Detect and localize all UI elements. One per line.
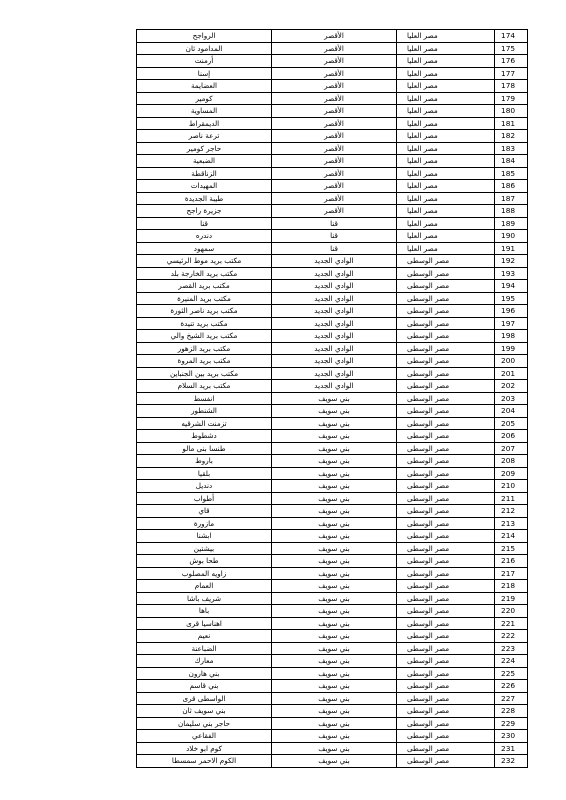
center-cell: بني سويف xyxy=(272,667,397,680)
row-number-cell: 191 xyxy=(495,242,528,255)
row-number-cell: 217 xyxy=(495,567,528,580)
region-cell: مصر الوسطى xyxy=(397,417,495,430)
table-row xyxy=(137,480,528,493)
row-number-cell: 204 xyxy=(495,405,528,418)
center-cell: بني سويف xyxy=(272,642,397,655)
region-cell: مصر الوسطى xyxy=(397,255,495,268)
table-row xyxy=(137,742,528,755)
region-cell: مصر الوسطى xyxy=(397,442,495,455)
region-cell: مصر الوسطى xyxy=(397,455,495,468)
region-cell: مصر الوسطى xyxy=(397,542,495,555)
village-cell: انفسط xyxy=(137,392,272,405)
table-row xyxy=(137,130,528,143)
table-row xyxy=(137,92,528,105)
row-number-cell: 207 xyxy=(495,442,528,455)
row-number-cell: 212 xyxy=(495,505,528,518)
village-cell: الكوم الاحمر سمسطا xyxy=(137,755,272,768)
row-number-cell: 181 xyxy=(495,117,528,130)
village-cell: مكتب بريد بين الجنباين xyxy=(137,367,272,380)
center-cell: الأقصر xyxy=(272,92,397,105)
center-cell: بني سويف xyxy=(272,680,397,693)
center-cell: الأقصر xyxy=(272,192,397,205)
center-cell: قنا xyxy=(272,217,397,230)
row-number-cell: 200 xyxy=(495,355,528,368)
region-cell: مصر الوسطى xyxy=(397,655,495,668)
row-number-cell: 220 xyxy=(495,605,528,618)
center-cell: بني سويف xyxy=(272,442,397,455)
row-number-cell: 232 xyxy=(495,755,528,768)
center-cell: بني سويف xyxy=(272,430,397,443)
table-row xyxy=(137,280,528,293)
center-cell: الوادي الجديد xyxy=(272,367,397,380)
region-cell: مصر الوسطى xyxy=(397,680,495,693)
table-row xyxy=(137,717,528,730)
row-number-cell: 211 xyxy=(495,492,528,505)
center-cell: بني سويف xyxy=(272,467,397,480)
center-cell: الوادي الجديد xyxy=(272,342,397,355)
region-cell: مصر العليا xyxy=(397,205,495,218)
region-cell: مصر الوسطى xyxy=(397,705,495,718)
row-number-cell: 219 xyxy=(495,592,528,605)
village-cell: المهيدات xyxy=(137,180,272,193)
center-cell: الوادي الجديد xyxy=(272,280,397,293)
table-row xyxy=(137,367,528,380)
row-number-cell: 186 xyxy=(495,180,528,193)
row-number-cell: 177 xyxy=(495,67,528,80)
table-row xyxy=(137,517,528,530)
village-cell: كوم ابو خلاد xyxy=(137,742,272,755)
row-number-cell: 196 xyxy=(495,305,528,318)
village-cell: طنسا بنى مالو xyxy=(137,442,272,455)
village-cell: نعيم xyxy=(137,630,272,643)
region-cell: مصر الوسطى xyxy=(397,330,495,343)
village-cell: المساوية xyxy=(137,105,272,118)
region-cell: مصر العليا xyxy=(397,130,495,143)
row-number-cell: 192 xyxy=(495,255,528,268)
row-number-cell: 205 xyxy=(495,417,528,430)
row-number-cell: 201 xyxy=(495,367,528,380)
row-number-cell: 230 xyxy=(495,730,528,743)
village-cell: العضايمة xyxy=(137,80,272,93)
region-cell: مصر الوسطى xyxy=(397,717,495,730)
region-cell: مصر العليا xyxy=(397,42,495,55)
village-cell: قاي xyxy=(137,505,272,518)
center-cell: بني سويف xyxy=(272,617,397,630)
center-cell: الأقصر xyxy=(272,80,397,93)
row-number-cell: 228 xyxy=(495,705,528,718)
region-cell: مصر الوسطى xyxy=(397,305,495,318)
region-cell: مصر الوسطى xyxy=(397,505,495,518)
center-cell: بني سويف xyxy=(272,505,397,518)
table-row xyxy=(137,455,528,468)
center-cell: الأقصر xyxy=(272,180,397,193)
village-cell: الديمقراط xyxy=(137,117,272,130)
region-cell: مصر العليا xyxy=(397,180,495,193)
row-number-cell: 222 xyxy=(495,630,528,643)
row-number-cell: 190 xyxy=(495,230,528,243)
center-cell: الأقصر xyxy=(272,42,397,55)
table-row xyxy=(137,355,528,368)
center-cell: بني سويف xyxy=(272,592,397,605)
center-cell: بني سويف xyxy=(272,405,397,418)
table-row xyxy=(137,705,528,718)
row-number-cell: 218 xyxy=(495,580,528,593)
village-cell: أطواب xyxy=(137,492,272,505)
region-cell: مصر العليا xyxy=(397,167,495,180)
row-number-cell: 189 xyxy=(495,217,528,230)
village-cell: الرواجح xyxy=(137,30,272,43)
village-cell: كومير xyxy=(137,92,272,105)
row-number-cell: 187 xyxy=(495,192,528,205)
region-cell: مصر الوسطى xyxy=(397,692,495,705)
village-cell: مكتب بريد موط الرئيسي xyxy=(137,255,272,268)
region-cell: مصر الوسطى xyxy=(397,617,495,630)
center-cell: بني سويف xyxy=(272,480,397,493)
village-cell: باها xyxy=(137,605,272,618)
village-cell: الزناقطة xyxy=(137,167,272,180)
region-cell: مصر الوسطى xyxy=(397,342,495,355)
center-cell: بني سويف xyxy=(272,717,397,730)
village-cell: مازورة xyxy=(137,517,272,530)
locations-table-body xyxy=(137,30,528,768)
table-row xyxy=(137,542,528,555)
table-row xyxy=(137,67,528,80)
village-cell: الضبعية xyxy=(137,155,272,168)
center-cell: الأقصر xyxy=(272,55,397,68)
village-cell: ابشنا xyxy=(137,530,272,543)
village-cell: بني قاسم xyxy=(137,680,272,693)
table-row xyxy=(137,430,528,443)
village-cell: الضباعنة xyxy=(137,642,272,655)
center-cell: بني سويف xyxy=(272,567,397,580)
row-number-cell: 227 xyxy=(495,692,528,705)
region-cell: مصر الوسطى xyxy=(397,430,495,443)
center-cell: بني سويف xyxy=(272,605,397,618)
village-cell: حاجر كومير xyxy=(137,142,272,155)
village-cell: دندره xyxy=(137,230,272,243)
row-number-cell: 203 xyxy=(495,392,528,405)
table-row xyxy=(137,42,528,55)
center-cell: بني سويف xyxy=(272,755,397,768)
village-cell: مكتب بريد تنيدة xyxy=(137,317,272,330)
center-cell: الوادي الجديد xyxy=(272,355,397,368)
region-cell: مصر الوسطى xyxy=(397,380,495,393)
center-cell: بني سويف xyxy=(272,392,397,405)
center-cell: الأقصر xyxy=(272,205,397,218)
table-row xyxy=(137,467,528,480)
table-row xyxy=(137,417,528,430)
region-cell: مصر الوسطى xyxy=(397,630,495,643)
village-cell: تزمنت الشرقيه xyxy=(137,417,272,430)
region-cell: مصر الوسطى xyxy=(397,292,495,305)
center-cell: بني سويف xyxy=(272,705,397,718)
table-row xyxy=(137,330,528,343)
row-number-cell: 182 xyxy=(495,130,528,143)
village-cell: بيشتين xyxy=(137,542,272,555)
region-cell: مصر الوسطى xyxy=(397,280,495,293)
center-cell: الأقصر xyxy=(272,167,397,180)
row-number-cell: 176 xyxy=(495,55,528,68)
table-row xyxy=(137,192,528,205)
center-cell: بني سويف xyxy=(272,542,397,555)
village-cell: مكتب بريد السلام xyxy=(137,380,272,393)
row-number-cell: 179 xyxy=(495,92,528,105)
village-cell: مكتب بريد المنيرة xyxy=(137,292,272,305)
row-number-cell: 223 xyxy=(495,642,528,655)
center-cell: بني سويف xyxy=(272,730,397,743)
region-cell: مصر الوسطى xyxy=(397,580,495,593)
region-cell: مصر العليا xyxy=(397,80,495,93)
village-cell: ترعة ناصر xyxy=(137,130,272,143)
row-number-cell: 226 xyxy=(495,680,528,693)
village-cell: العمام xyxy=(137,580,272,593)
table-row xyxy=(137,267,528,280)
center-cell: الوادي الجديد xyxy=(272,255,397,268)
center-cell: بني سويف xyxy=(272,555,397,568)
region-cell: مصر الوسطى xyxy=(397,555,495,568)
center-cell: الوادي الجديد xyxy=(272,305,397,318)
table-row xyxy=(137,117,528,130)
row-number-cell: 216 xyxy=(495,555,528,568)
region-cell: مصر العليا xyxy=(397,217,495,230)
region-cell: مصر الوسطى xyxy=(397,317,495,330)
region-cell: مصر العليا xyxy=(397,105,495,118)
center-cell: بني سويف xyxy=(272,417,397,430)
row-number-cell: 213 xyxy=(495,517,528,530)
table-row xyxy=(137,305,528,318)
table-row xyxy=(137,55,528,68)
row-number-cell: 183 xyxy=(495,142,528,155)
table-row xyxy=(137,680,528,693)
table-row xyxy=(137,555,528,568)
village-cell: مكتب بريد الشيخ والي xyxy=(137,330,272,343)
village-cell: شريف باشا xyxy=(137,592,272,605)
table-row xyxy=(137,292,528,305)
center-cell: بني سويف xyxy=(272,630,397,643)
region-cell: مصر العليا xyxy=(397,242,495,255)
village-cell: دنديل xyxy=(137,480,272,493)
row-number-cell: 206 xyxy=(495,430,528,443)
region-cell: مصر الوسطى xyxy=(397,367,495,380)
row-number-cell: 184 xyxy=(495,155,528,168)
row-number-cell: 174 xyxy=(495,30,528,43)
center-cell: قنا xyxy=(272,242,397,255)
table-row xyxy=(137,667,528,680)
center-cell: بني سويف xyxy=(272,655,397,668)
region-cell: مصر العليا xyxy=(397,67,495,80)
village-cell: اهناسيا قرى xyxy=(137,617,272,630)
table-row xyxy=(137,342,528,355)
table-row xyxy=(137,730,528,743)
table-row xyxy=(137,230,528,243)
row-number-cell: 209 xyxy=(495,467,528,480)
center-cell: بني سويف xyxy=(272,517,397,530)
row-number-cell: 221 xyxy=(495,617,528,630)
center-cell: بني سويف xyxy=(272,692,397,705)
row-number-cell: 199 xyxy=(495,342,528,355)
region-cell: مصر الوسطى xyxy=(397,605,495,618)
village-cell: مكتب بريد القصر xyxy=(137,280,272,293)
table-row xyxy=(137,617,528,630)
region-cell: مصر الوسطى xyxy=(397,567,495,580)
row-number-cell: 175 xyxy=(495,42,528,55)
table-row xyxy=(137,530,528,543)
village-cell: معارك xyxy=(137,655,272,668)
village-cell: مكتب بريد الخارجة بلد xyxy=(137,267,272,280)
center-cell: الوادي الجديد xyxy=(272,380,397,393)
village-cell: باروط xyxy=(137,455,272,468)
table-row xyxy=(137,155,528,168)
region-cell: مصر العليا xyxy=(397,230,495,243)
table-row xyxy=(137,605,528,618)
table-row xyxy=(137,242,528,255)
village-cell: الفقاعي xyxy=(137,730,272,743)
village-cell: الشنطور xyxy=(137,405,272,418)
region-cell: مصر الوسطى xyxy=(397,405,495,418)
row-number-cell: 198 xyxy=(495,330,528,343)
table-row xyxy=(137,492,528,505)
table-row xyxy=(137,167,528,180)
village-cell: بني هارون xyxy=(137,667,272,680)
table-row xyxy=(137,180,528,193)
table-row xyxy=(137,630,528,643)
region-cell: مصر الوسطى xyxy=(397,667,495,680)
row-number-cell: 229 xyxy=(495,717,528,730)
row-number-cell: 210 xyxy=(495,480,528,493)
center-cell: الوادي الجديد xyxy=(272,292,397,305)
region-cell: مصر العليا xyxy=(397,55,495,68)
village-cell: طحا بوش xyxy=(137,555,272,568)
center-cell: بني سويف xyxy=(272,492,397,505)
row-number-cell: 194 xyxy=(495,280,528,293)
village-cell: مكتب بريد ناصر الثورة xyxy=(137,305,272,318)
village-cell: الواسطى قرى xyxy=(137,692,272,705)
region-cell: مصر الوسطى xyxy=(397,755,495,768)
center-cell: بني سويف xyxy=(272,742,397,755)
region-cell: مصر الوسطى xyxy=(397,467,495,480)
village-cell: مكتب بريد الزهور xyxy=(137,342,272,355)
table-row xyxy=(137,405,528,418)
region-cell: مصر العليا xyxy=(397,92,495,105)
center-cell: الأقصر xyxy=(272,142,397,155)
village-cell: طيبة الجديدة xyxy=(137,192,272,205)
region-cell: مصر الوسطى xyxy=(397,642,495,655)
table-row xyxy=(137,380,528,393)
village-cell: حاجر بني سليمان xyxy=(137,717,272,730)
center-cell: الأقصر xyxy=(272,30,397,43)
table-row xyxy=(137,505,528,518)
village-cell: بلقيا xyxy=(137,467,272,480)
center-cell: الأقصر xyxy=(272,117,397,130)
village-cell: قنا xyxy=(137,217,272,230)
row-number-cell: 231 xyxy=(495,742,528,755)
table-row xyxy=(137,205,528,218)
table-row xyxy=(137,442,528,455)
row-number-cell: 193 xyxy=(495,267,528,280)
region-cell: مصر الوسطى xyxy=(397,530,495,543)
row-number-cell: 208 xyxy=(495,455,528,468)
table-row xyxy=(137,580,528,593)
center-cell: قنا xyxy=(272,230,397,243)
village-cell: زاويه المصلوب xyxy=(137,567,272,580)
center-cell: الأقصر xyxy=(272,105,397,118)
center-cell: الأقصر xyxy=(272,155,397,168)
center-cell: الوادي الجديد xyxy=(272,317,397,330)
region-cell: مصر الوسطى xyxy=(397,267,495,280)
table-row xyxy=(137,692,528,705)
region-cell: مصر الوسطى xyxy=(397,742,495,755)
center-cell: الوادي الجديد xyxy=(272,330,397,343)
locations-table xyxy=(136,29,528,768)
region-cell: مصر الوسطى xyxy=(397,592,495,605)
row-number-cell: 188 xyxy=(495,205,528,218)
village-cell: إسنا xyxy=(137,67,272,80)
table-row xyxy=(137,255,528,268)
village-cell: سمهود xyxy=(137,242,272,255)
row-number-cell: 215 xyxy=(495,542,528,555)
region-cell: مصر العليا xyxy=(397,192,495,205)
region-cell: مصر الوسطى xyxy=(397,517,495,530)
table-row xyxy=(137,642,528,655)
table-row xyxy=(137,567,528,580)
table-row xyxy=(137,80,528,93)
row-number-cell: 180 xyxy=(495,105,528,118)
region-cell: مصر العليا xyxy=(397,155,495,168)
center-cell: الأقصر xyxy=(272,130,397,143)
region-cell: مصر العليا xyxy=(397,117,495,130)
row-number-cell: 195 xyxy=(495,292,528,305)
village-cell: أرمنت xyxy=(137,55,272,68)
region-cell: مصر الوسطى xyxy=(397,492,495,505)
table-row xyxy=(137,105,528,118)
row-number-cell: 214 xyxy=(495,530,528,543)
region-cell: مصر الوسطى xyxy=(397,730,495,743)
row-number-cell: 224 xyxy=(495,655,528,668)
region-cell: مصر الوسطى xyxy=(397,392,495,405)
row-number-cell: 185 xyxy=(495,167,528,180)
table-row xyxy=(137,392,528,405)
village-cell: المدامود ثان xyxy=(137,42,272,55)
region-cell: مصر العليا xyxy=(397,142,495,155)
table-row xyxy=(137,317,528,330)
table-row xyxy=(137,592,528,605)
row-number-cell: 202 xyxy=(495,380,528,393)
table-row xyxy=(137,655,528,668)
center-cell: الأقصر xyxy=(272,67,397,80)
table-row xyxy=(137,217,528,230)
row-number-cell: 225 xyxy=(495,667,528,680)
center-cell: الوادي الجديد xyxy=(272,267,397,280)
center-cell: بني سويف xyxy=(272,530,397,543)
village-cell: دشطوط xyxy=(137,430,272,443)
center-cell: بني سويف xyxy=(272,580,397,593)
table-row xyxy=(137,142,528,155)
region-cell: مصر العليا xyxy=(397,30,495,43)
center-cell: بني سويف xyxy=(272,455,397,468)
table-row xyxy=(137,30,528,43)
region-cell: مصر الوسطى xyxy=(397,480,495,493)
village-cell: مكتب بريد المروة xyxy=(137,355,272,368)
row-number-cell: 178 xyxy=(495,80,528,93)
row-number-cell: 197 xyxy=(495,317,528,330)
table-row xyxy=(137,755,528,768)
village-cell: بني سويف ثان xyxy=(137,705,272,718)
village-cell: جزيرة راجح xyxy=(137,205,272,218)
region-cell: مصر الوسطى xyxy=(397,355,495,368)
